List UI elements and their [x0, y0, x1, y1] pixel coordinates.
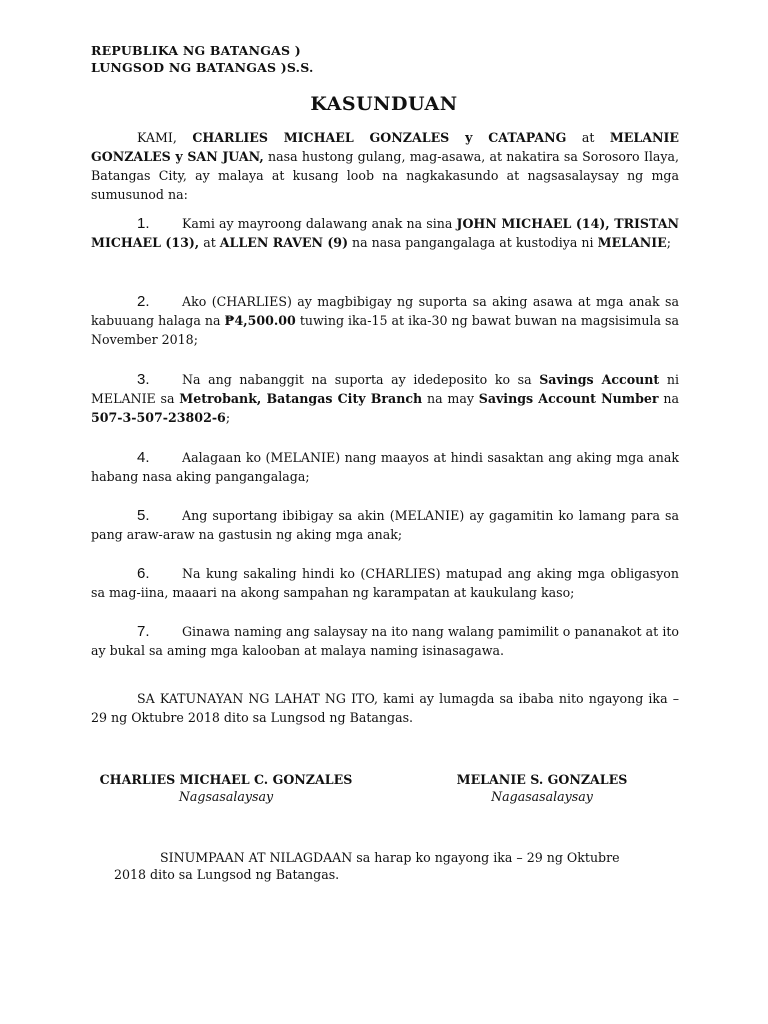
clause-number: 4.: [137, 449, 150, 466]
clause-2: 2. Ako (CHARLIES) ay magbibigay ng suporta sa aking asawa at mga anak sa kabuuang halaga na ₱4,500.00 tuwing ika-15 at ika-30 ng bawat buwan na magsisimula sa November 2018;: [91, 293, 680, 347]
clause-number: 3.: [137, 371, 150, 388]
clause-1: 1. Kami ay mayroong dalawang anak na sina JOHN MICHAEL (14), TRISTAN MICHAEL (13), at ALLEN RAVEN (9) na nasa pangangalaga at kustodiya ni MELANIE;: [91, 215, 679, 250]
header-republic: REPUBLIKA NG BATANGAS ): [91, 43, 301, 58]
clause-4: 4. Aalagaan ko (MELANIE) nang maayos at hindi sasaktan ang aking mga anak habang nasa aking pangangalaga;: [91, 449, 679, 484]
oath-line-2: 2018 dito sa Lungsod ng Batangas.: [114, 867, 340, 882]
signatory-role-1: Nagsasalaysay: [178, 789, 274, 804]
clause-6: 6. Na kung sakaling hindi ko (CHARLIES) matupad ang aking mga obligasyon sa mag-iina, maaari na akong sampahan ng karampatan at kaukulang kaso;: [91, 565, 679, 600]
clause-number: 6.: [137, 565, 150, 582]
clause-3: 3. Na ang nabanggit na suporta ay idedeposito ko sa Savings Account ni MELANIE sa Metrobank, Batangas City Branch na may Savings Account Number na 507-3-507-23802-6;: [91, 371, 679, 425]
clause-number: 1.: [137, 215, 150, 232]
clause-5: 5. Ang suportang ibibigay sa akin (MELANIE) ay gagamitin ko lamang para sa pang araw-araw na gastusin ng aking mga anak;: [91, 507, 679, 542]
signatory-role-2: Nagasasalaysay: [491, 789, 593, 804]
intro-paragraph: KAMI, CHARLIES MICHAEL GONZALES y CATAPANG at MELANIE GONZALES y SAN JUAN, nasa hustong gulang, mag-asawa, at nakatira sa Sorosoro Ilaya, Batangas City, ay malaya at kusang loob na nagkakasundo at nagsasalaysay ng mga sumusunod na:: [91, 130, 680, 202]
oath-line-1: SINUMPAAN AT NILAGDAAN sa harap ko ngayong ika – 29 ng Oktubre: [160, 850, 620, 865]
signatory-name-1: CHARLIES MICHAEL C. GONZALES: [99, 772, 353, 787]
document-title: KASUNDUAN: [310, 93, 458, 115]
header-city: LUNGSOD NG BATANGAS )S.S.: [91, 60, 314, 75]
clause-7: 7. Ginawa naming ang salaysay na ito nang walang pamimilit o pananakot at ito ay bukal sa aming mga kalooban at malaya naming isinasagawa.: [91, 623, 679, 658]
clause-number: 5.: [137, 507, 150, 524]
clause-number: 7.: [137, 623, 150, 640]
clause-number: 2.: [137, 293, 150, 310]
witness-paragraph: SA KATUNAYAN NG LAHAT NG ITO, kami ay lumagda sa ibaba nito ngayong ika – 29 ng Oktubre 2018 dito sa Lungsod ng Batangas.: [91, 691, 679, 725]
signatory-name-2: MELANIE S. GONZALES: [456, 772, 628, 787]
